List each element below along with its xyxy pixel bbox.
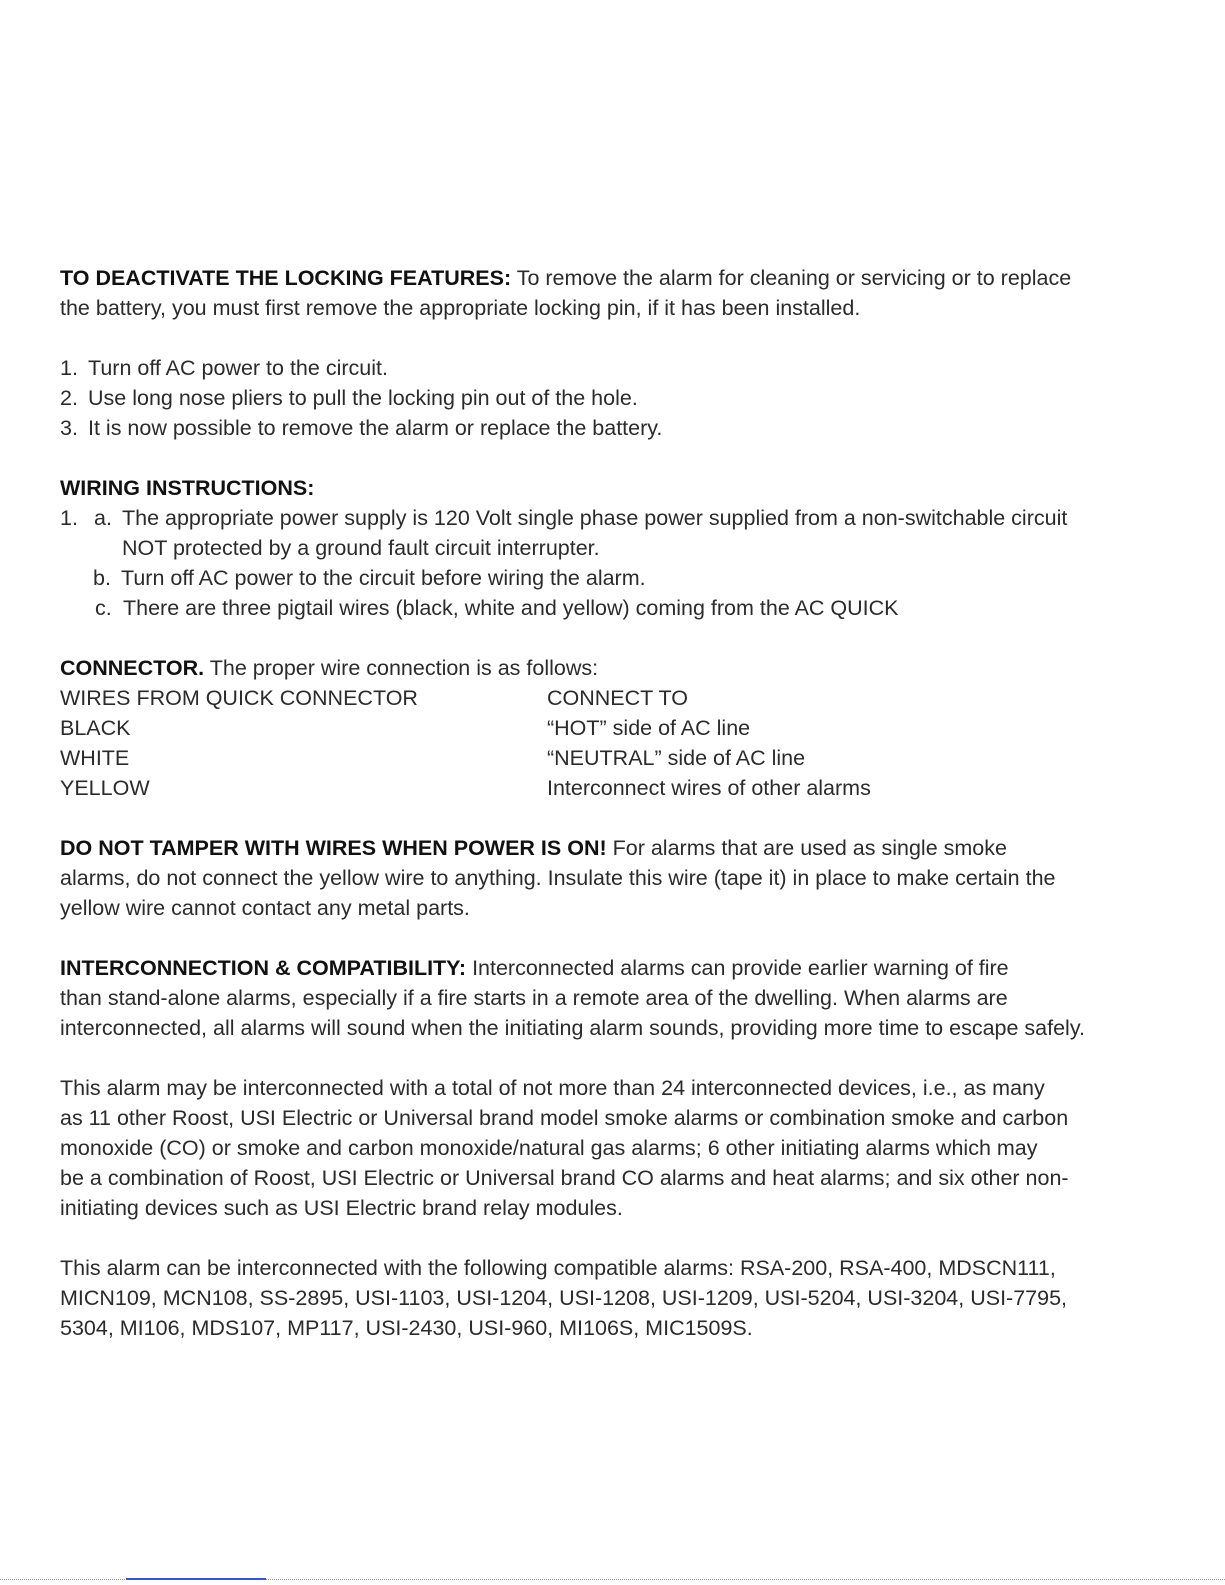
connector-section [60, 653, 1160, 803]
tamper-heading: DO NOT TAMPER WITH WIRES WHEN POWER IS ON! [60, 836, 607, 860]
deactivate-steps [60, 353, 1160, 443]
connector-text: The proper wire connection is as follows: [204, 656, 599, 680]
deactivate-paragraph [60, 263, 1160, 323]
compatible-alarms-paragraph: This alarm can be interconnected with the following compatible alarms: RSA-200, RSA-400, MDSCN111, MICN109, MCN108, SS-2895, USI-1103, USI-1204, USI-1208, USI-1209, USI-5204, USI-3204, USI-7795, 5304, MI106, MDS107, MP117, USI-2430, USI-960, MI106S, MIC1509S. [60, 1256, 1068, 1340]
list-item: 3. It is now possible to remove the alarm or replace the battery. [60, 416, 663, 440]
wiring-section [60, 473, 1160, 623]
list-item: 2. Use long nose pliers to pull the locking pin out of the hole. [60, 386, 638, 410]
interconnection-limits-paragraph: This alarm may be interconnected with a total of not more than 24 interconnected devices, i.e., as many as 11 other Roost, USI Electric or Universal brand model smoke alarms or combination smoke and carbon monoxide (CO) or smoke and carbon monoxide/natural gas alarms; 6 other initiating alarms which may be a combination of Roost, USI Electric or Universal brand CO alarms and heat alarms; and six other non- initiating devices such as USI Electric brand relay modules. [60, 1076, 1069, 1220]
deactivate-text-line2: the battery, you must first remove the appropriate locking pin, if it has been installed. [60, 296, 861, 320]
wiring-a-line1: The appropriate power supply is 120 Volt single phase power supplied from a non-switchable circuit [122, 506, 1068, 530]
wiring-heading: WIRING INSTRUCTIONS: [60, 476, 315, 500]
footer-link-underline[interactable] [126, 1578, 266, 1580]
wiring-a-line2: NOT protected by a ground fault circuit interrupter. [122, 536, 600, 560]
tamper-paragraph: DO NOT TAMPER WITH WIRES WHEN POWER IS ON! For alarms that are used as single smoke alarms, do not connect the yellow wire to anything. Insulate this wire (tape it) in place to make certain the yellow wire cannot contact any metal parts. [60, 836, 1056, 920]
list-item: 1. Turn off AC power to the circuit. [60, 356, 388, 380]
connector-heading: CONNECTOR. [60, 656, 205, 680]
list-item: c. There are three pigtail wires (black, white and yellow) coming from the AC QUICK [95, 596, 899, 620]
document-body [60, 263, 1160, 1343]
interconnection-paragraph: INTERCONNECTION & COMPATIBILITY: Interconnected alarms can provide earlier warning of fire than stand-alone alarms, especially if a fire starts in a remote area of the dwelling. When alarms are interconnected, all alarms will sound when the initiating alarm sounds, providing more time to escape safely. [60, 956, 1085, 1040]
list-item: 1. a. The appropriate power supply is 120 Volt single phase power supplied from a non-switchable circuit NOT protected by a ground fault circuit interrupter. [60, 503, 1160, 563]
table-row: BLACK “HOT” side of AC line [60, 716, 751, 740]
deactivate-heading: TO DEACTIVATE THE LOCKING FEATURES: [60, 266, 512, 290]
deactivate-text-line1: To remove the alarm for cleaning or servicing or to replace [511, 266, 1072, 290]
list-item: b. Turn off AC power to the circuit before wiring the alarm. [93, 566, 646, 590]
table-row: WHITE “NEUTRAL” side of AC line [60, 746, 806, 770]
table-row: YELLOW Interconnect wires of other alarms [60, 776, 871, 800]
table-header: WIRES FROM QUICK CONNECTOR CONNECT TO [60, 686, 688, 710]
interconnection-heading: INTERCONNECTION & COMPATIBILITY: [60, 956, 467, 980]
